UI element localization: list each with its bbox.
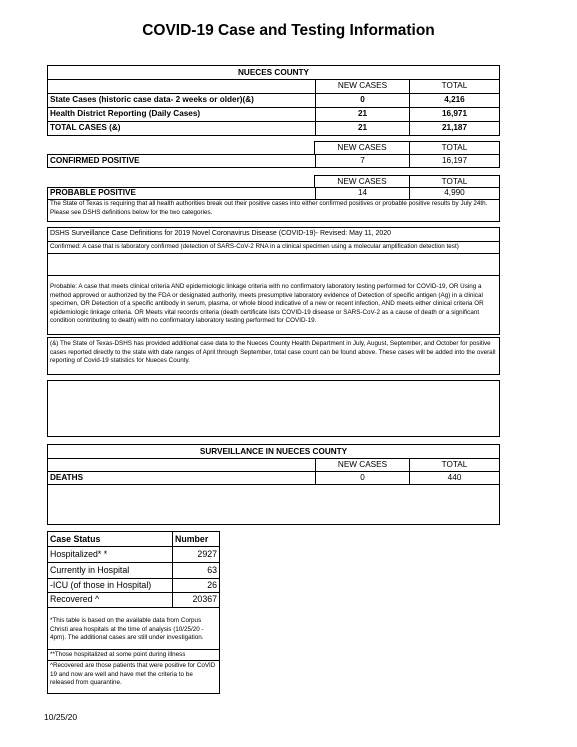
definitions-heading: DSHS Surveillance Case Definitions for 2019 Novel Coronavirus Disease (COVID-19)- Revised: May 11, 2020 [50, 230, 392, 237]
state-note: The State of Texas is requiring that all health authorities break out their positive cases into either confirmed positives or probable positive results by July 24th. Please see DSHS definitions below for the two categories. [50, 200, 488, 216]
row-total: 21,187 [441, 123, 468, 132]
total-header: TOTAL [441, 81, 468, 90]
status-value: 63 [207, 565, 217, 575]
status-value: 2927 [197, 549, 217, 559]
deaths-new: 0 [360, 473, 365, 482]
deaths-label: DEATHS [50, 473, 84, 482]
status-value: 26 [207, 580, 217, 590]
number-header: Number [175, 534, 209, 544]
surveillance-table [47, 444, 500, 525]
row-total: 16,971 [441, 109, 468, 118]
state-data-note: (&) The State of Texas-DSHS has provided additional case data to the Nueces County Health Department in July, August, September, and October for positive cases reported directly to the state with date ranges of April through September, total case count can be found above. These cases will be added into the overall reporting of Covid-19 statistics for Nueces County. [50, 340, 496, 364]
probable-definition: Probable: A case that meets clinical criteria AND epidemiologic linkage criteria with no confirmatory laboratory testing performed for COVID-19, OR Using a method approved or authorized by the FDA or designated authority, meets presumptive laboratory evidence of Detection of specific antigen (Ag) in a clinical specimen, OR Detection of a specific antibody in serum, plasma, or whole blood indicative of a new or recent infection, AND meets either clinical criteria OR epidemiologic linkage criteria. OR Meets vital records criteria (death certificate lists COVID-19 disease or SARS-CoV-2 as a cause of death or a significant condition contributing to death) with no confirmatory laboratory testing performed for COVID-19. [50, 283, 484, 324]
blank-box [47, 380, 500, 437]
confirmed-definition: Confirmed: A case that is laboratory confirmed (detection of SARS-CoV-2 RNA in a clinical specimen using a molecular amplification detection test) [50, 243, 459, 250]
status-label: Currently in Hospital [50, 565, 130, 575]
row-label: Health District Reporting (Daily Cases) [50, 109, 201, 118]
row-new: 21 [357, 123, 368, 132]
new-cases-header: NEW CASES [337, 143, 387, 152]
total-header: TOTAL [441, 460, 468, 469]
hospital-data-note: *This table is based on the available data from Corpus Christi area hospitals at the time of analysis (10/25/20 - 4pm). The additional cases are still under investigation. [50, 617, 204, 641]
total-header: TOTAL [441, 177, 468, 186]
probable-total: 4,990 [444, 188, 465, 197]
total-header: TOTAL [441, 143, 468, 152]
state-data-note-box [47, 337, 500, 375]
deaths-total: 440 [447, 473, 462, 482]
row-new: 21 [357, 109, 368, 118]
confirmed-total: 16,197 [441, 156, 468, 165]
status-label: Recovered ^ [50, 594, 100, 604]
row-label: TOTAL CASES (&) [50, 123, 121, 132]
surveillance-header: SURVEILLANCE IN NUECES COUNTY [199, 447, 348, 456]
row-total: 4,216 [444, 95, 465, 104]
probable-new: 14 [357, 188, 368, 197]
report-date: 10/25/20 [44, 712, 78, 722]
case-status-table [47, 531, 220, 694]
hospitalized-note: **Those hospitalized at some point during illness [50, 651, 186, 658]
status-value: 20367 [192, 594, 217, 604]
confirmed-row [47, 154, 500, 168]
confirmed-header-box [314, 141, 500, 155]
status-label: Hospitalized* * [50, 549, 108, 559]
recovered-note: ^Recovered are those patients that were positive for CoVID 19 and now are well and have met the criteria to be released from quarantine. [50, 662, 216, 686]
page-title: COVID-19 Case and Testing Information [142, 22, 435, 39]
new-cases-header: NEW CASES [337, 177, 387, 186]
row-new: 0 [360, 95, 365, 104]
status-label: -ICU (of those in Hospital) [50, 580, 152, 590]
new-cases-header: NEW CASES [337, 81, 388, 90]
confirmed-label: CONFIRMED POSITIVE [50, 156, 140, 165]
probable-label: PROBABLE POSITIVE [50, 188, 136, 197]
new-cases-header: NEW CASES [337, 460, 388, 469]
row-label: State Cases (historic case data- 2 weeks or older)(&) [50, 95, 254, 104]
confirmed-new: 7 [360, 156, 365, 165]
definitions-box [47, 227, 500, 335]
probable-block [47, 187, 500, 222]
case-status-header: Case Status [50, 534, 101, 544]
nueces-county-table [47, 65, 500, 136]
table-header: NUECES COUNTY [238, 68, 309, 77]
